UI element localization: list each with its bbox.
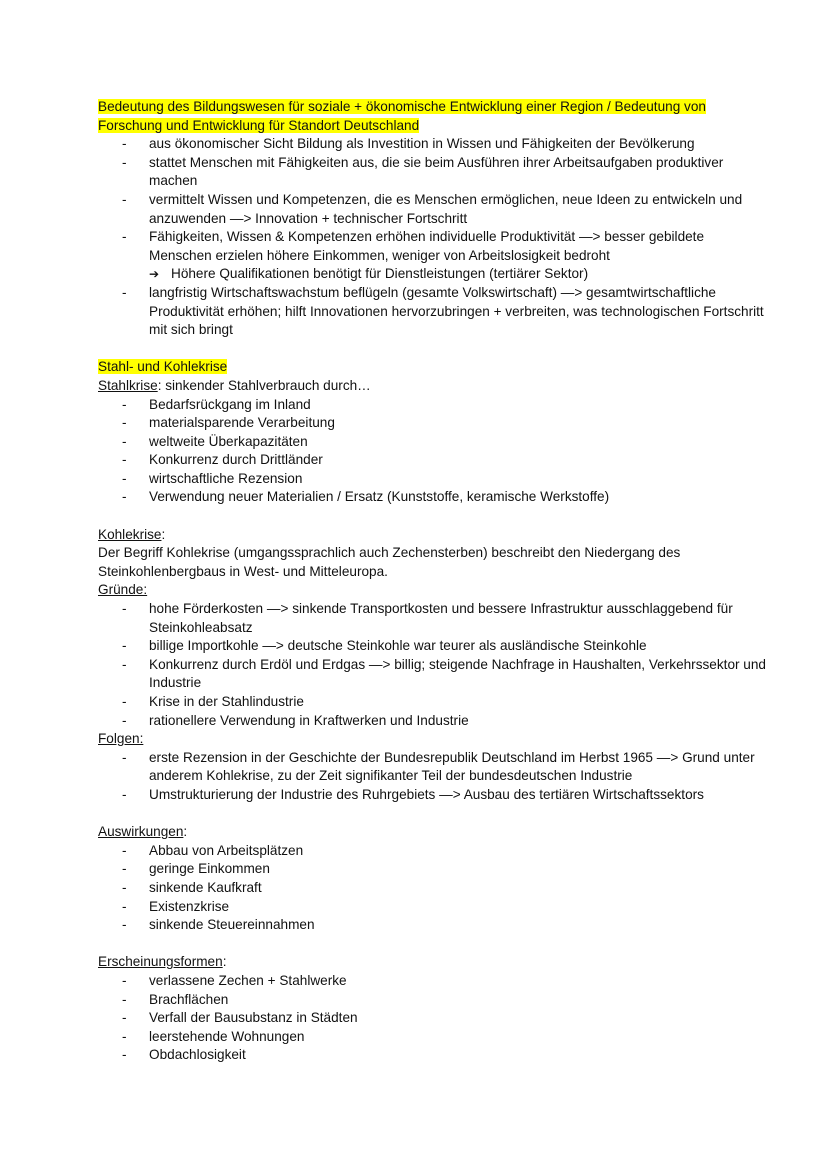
folgen-list	[98, 749, 768, 805]
list-item: - Abbau von Arbeitsplätzen	[98, 842, 768, 861]
list-item: - sinkende Steuereinnahmen	[98, 916, 768, 935]
kohlekrise-heading: Kohlekrise:	[98, 526, 166, 542]
list-item: - leerstehende Wohnungen	[98, 1028, 768, 1047]
stahlkrise-list	[98, 396, 768, 508]
list-item: - weltweite Überkapazitäten	[98, 433, 768, 452]
list-item: - Krise in der Stahlindustrie	[98, 693, 768, 712]
erscheinungsformen-heading: Erscheinungsformen:	[98, 954, 227, 970]
list-item: - Umstrukturierung der Industrie des Ruhrgebiets —> Ausbau des tertiären Wirtschaftssektors	[98, 786, 768, 805]
list-item: - rationellere Verwendung in Kraftwerken und Industrie	[98, 712, 768, 731]
list-item: - Existenzkrise	[98, 898, 768, 917]
auswirkungen-heading: Auswirkungen:	[98, 824, 188, 840]
list-item: - Brachflächen	[98, 991, 768, 1010]
section-title-stahl-kohle: Stahl- und Kohlekrise	[98, 359, 228, 375]
auswirkungen-list	[98, 842, 768, 935]
list-item: - stattet Menschen mit Fähigkeiten aus, die sie beim Ausführen ihrer Arbeitsaufgaben produktiver machen	[98, 154, 768, 191]
gruende-list	[98, 600, 768, 730]
list-item: - hohe Förderkosten —> sinkende Transportkosten und bessere Infrastruktur ausschlaggebend für Steinkohleabsatz	[98, 600, 768, 637]
list-item: - verlassene Zechen + Stahlwerke	[98, 972, 768, 991]
list-item: - sinkende Kaufkraft	[98, 879, 768, 898]
stahlkrise-heading: Stahlkrise: sinkender Stahlverbrauch durch…	[98, 377, 371, 393]
list-item: - Bedarfsrückgang im Inland	[98, 396, 768, 415]
list-item: - materialsparende Verarbeitung	[98, 414, 768, 433]
list-item: - wirtschaftliche Rezension	[98, 470, 768, 489]
list-item: - Verwendung neuer Materialien / Ersatz (Kunststoffe, keramische Werkstoffe)	[98, 488, 768, 507]
list-item: - erste Rezension in der Geschichte der Bundesrepublik Deutschland im Herbst 1965 —> Grund unter anderem Kohlekrise, zu der Zeit signifikanter Teil der bundesdeutschen Industrie	[98, 749, 768, 786]
kohlekrise-description: Der Begriff Kohlekrise (umgangssprachlich auch Zechensterben) beschreibt den Niedergang des Steinkohlenbergbaus in West- und Mitteleuropa.	[98, 545, 681, 579]
arrow-note-text: Höhere Qualifikationen benötigt für Dienstleistungen (tertiärer Sektor)	[171, 266, 589, 282]
list-item: - geringe Einkommen	[98, 860, 768, 879]
arrow-right-icon: ➔	[149, 267, 160, 282]
list-item: - langfristig Wirtschaftswachstum beflügeln (gesamte Volkswirtschaft) —> gesamtwirtschaftliche Produktivität erhöhen; hilft Innovationen hervorzubringen + verbreiten, was technologischen Fortschritt mit sich bringt	[98, 284, 768, 340]
bildung-bullet-list	[98, 135, 768, 265]
list-item: - vermittelt Wissen und Kompetenzen, die es Menschen ermöglichen, neue Ideen zu entwickeln und anzuwenden —> Innovation + technischer Fortschritt	[98, 191, 768, 228]
list-item: - aus ökonomischer Sicht Bildung als Investition in Wissen und Fähigkeiten der Bevölkerung	[98, 135, 768, 154]
erscheinungsformen-list	[98, 972, 768, 1065]
gruende-heading: Gründe:	[98, 582, 148, 598]
list-item: - Konkurrenz durch Erdöl und Erdgas —> billig; steigende Nachfrage in Haushalten, Verkehrssektor und Industrie	[98, 656, 768, 693]
list-item: - Verfall der Bausubstanz in Städten	[98, 1009, 768, 1028]
arrow-note	[98, 265, 768, 284]
list-item: - billige Importkohle —> deutsche Steinkohle war teurer als ausländische Steinkohle	[98, 637, 768, 656]
list-item: - Konkurrenz durch Drittländer	[98, 451, 768, 470]
list-item: - Obdachlosigkeit	[98, 1046, 768, 1065]
folgen-heading: Folgen:	[98, 731, 144, 747]
bildung-bullet-list-2	[98, 284, 768, 340]
list-item: - Fähigkeiten, Wissen & Kompetenzen erhöhen individuelle Produktivität —> besser gebildete Menschen erzielen höhere Einkommen, weniger von Arbeitslosigkeit bedroht	[98, 228, 768, 265]
section-title-bildung: Bedeutung des Bildungswesen für soziale + ökonomische Entwicklung einer Region / Bedeutung von Forschung und Entwicklung für Standort Deutschland	[98, 99, 706, 133]
